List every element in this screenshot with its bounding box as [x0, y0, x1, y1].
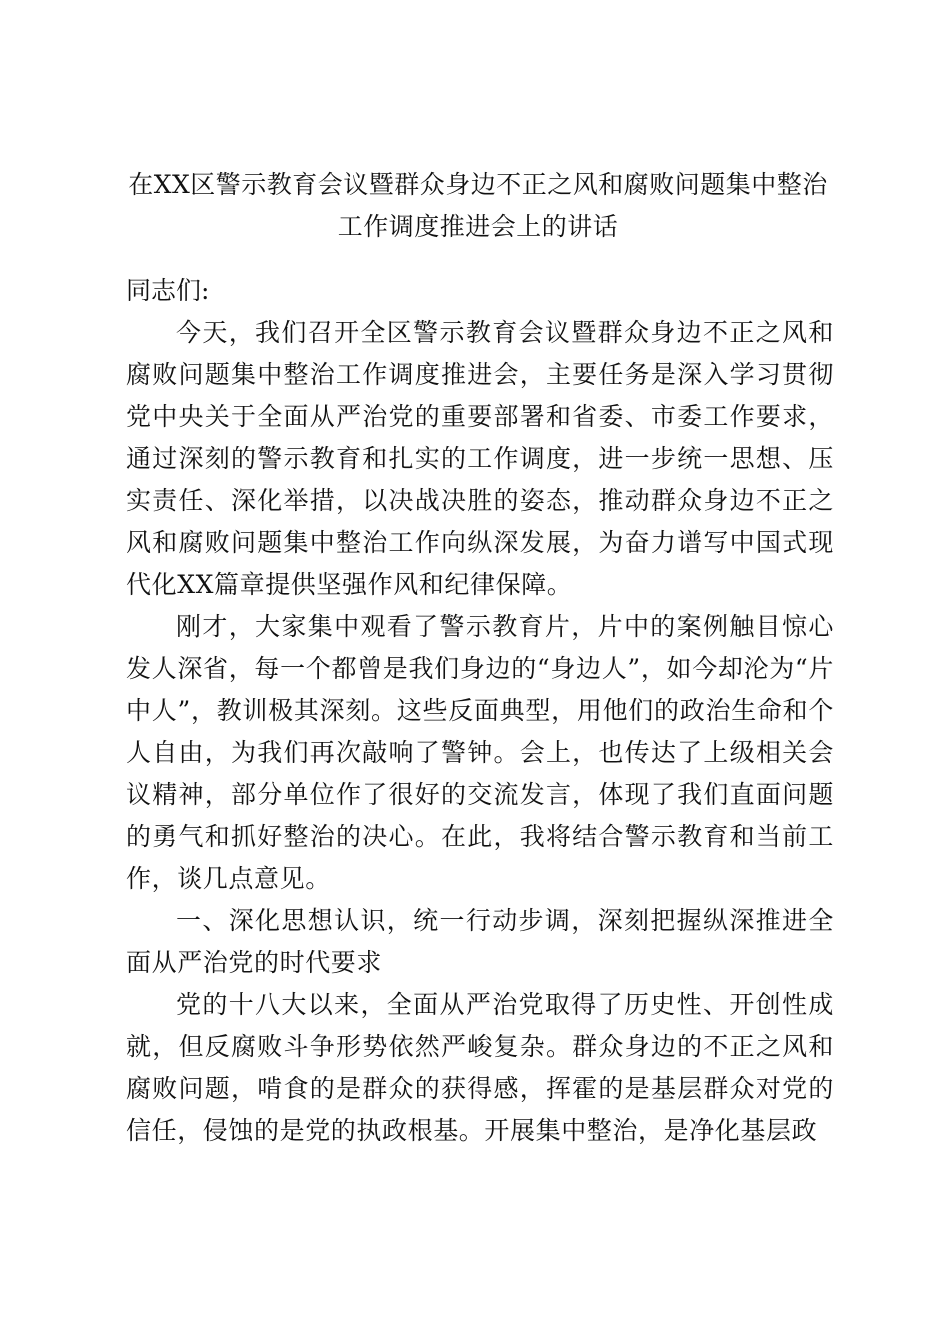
section-heading-1: 一、深化思想认识，统一行动步调，深刻把握纵深推进全面从严治党的时代要求	[126, 906, 834, 977]
paragraph-opening: 今天，我们召开全区警示教育会议暨群众身边不正之风和腐败问题集中整治工作调度推进会，主要任务是深入学习贯彻党中央关于全面从严治党的重要部署和省委、市委工作要求，通过深刻的警示教育和扎实的工作调度，进一步统一思想、压实责任、深化举措，以决战决胜的姿态，推动群众身边不正之风和腐败问题集中整治工作向纵深发展，为奋力谱写中国式现代化XX篇章提供坚强作风和纪律保障。	[126, 318, 834, 599]
speech-title	[126, 164, 834, 248]
title-line-2: 工作调度推进会上的讲话	[337, 212, 619, 241]
document-body	[126, 164, 834, 1152]
title-line-1: 在XX区警示教育会议暨群众身边不正之风和腐败问题集中整治	[128, 170, 828, 199]
paragraph-section-1-body: 党的十八大以来，全面从严治党取得了历史性、开创性成就，但反腐败斗争形势依然严峻复杂。群众身边的不正之风和腐败问题，啃食的是群众的获得感，挥霍的是基层群众对党的信任，侵蚀的是党的执政根基。开展集中整治，是净化基层政	[126, 990, 834, 1145]
salutation: 同志们:	[126, 276, 210, 305]
paragraph-warning-film: 刚才，大家集中观看了警示教育片，片中的案例触目惊心发人深省，每一个都曾是我们身边的“身边人”，如今却沦为“片中人”，教训极其深刻。这些反面典型，用他们的政治生命和个人自由，为我们再次敲响了警钟。会上，也传达了上级相关会议精神，部分单位作了很好的交流发言，体现了我们直面问题的勇气和抓好整治的决心。在此，我将结合警示教育和当前工作，谈几点意见。	[126, 612, 834, 893]
